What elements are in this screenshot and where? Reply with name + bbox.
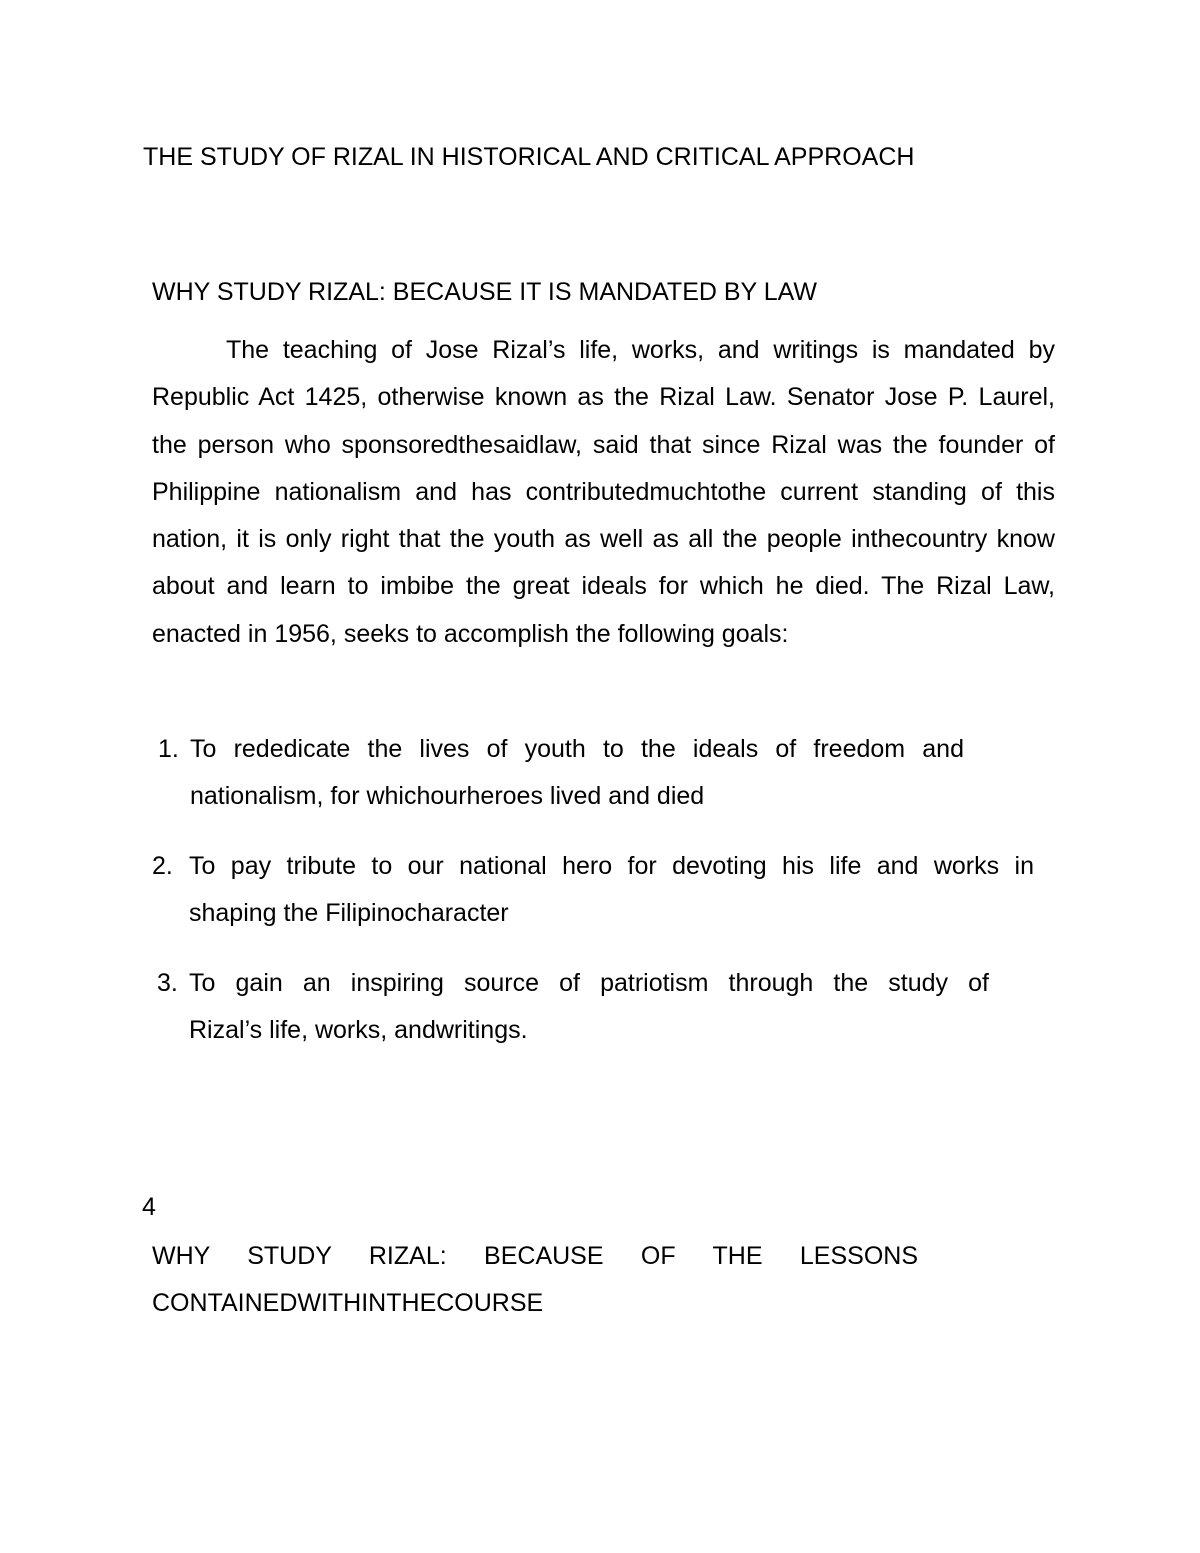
goal-number: 1. [158, 735, 179, 763]
goal-item-3 [157, 960, 989, 1054]
section-heading-lessons [152, 1233, 918, 1327]
section-heading-mandated-by-law: WHY STUDY RIZAL: BECAUSE IT IS MANDATED BY LAW [152, 278, 817, 306]
section-heading-line: WHY STUDY RIZAL: BECAUSE OF THE LESSONS [152, 1242, 918, 1270]
goal-text-line: To gain an inspiring source of patriotism through the study of [189, 969, 989, 997]
goal-text-line: To rededicate the lives of youth to the ideals of freedom and [190, 735, 964, 763]
goal-item-1 [158, 726, 964, 820]
goal-text-line: Rizal’s life, works, andwritings. [189, 1016, 528, 1044]
goal-number: 3. [157, 969, 178, 997]
section-heading-line: CONTAINEDWITHINTHECOURSE [152, 1289, 544, 1317]
goal-text [152, 843, 1034, 937]
goal-text [158, 726, 964, 820]
goal-number: 2. [152, 852, 173, 880]
goal-text-line: shaping the Filipinocharacter [189, 899, 509, 927]
goal-text-line: To pay tribute to our national hero for devoting his life and works in [189, 852, 1034, 880]
page-number: 4 [142, 1193, 156, 1221]
rizal-law-paragraph: The teaching of Jose Rizal’s life, works, and writings is mandated by Republic Act 1425, otherwise known as the Rizal Law. Senator Jose P. Laurel, the person who sponsoredthesaidlaw, said that since Rizal was the founder of Philippine nationalism and has contributedmuchtothe current standing of this nation, it is only right that the youth as well as all the people inthecountry know about and learn to imbibe the great ideals for which he died. The Rizal Law, enacted in 1956, seeks to accomplish the following goals: [152, 336, 1055, 648]
goal-text-line: nationalism, for whichourheroes lived and died [190, 782, 705, 810]
document-title: THE STUDY OF RIZAL IN HISTORICAL AND CRITICAL APPROACH [143, 143, 915, 171]
goal-item-2 [152, 843, 1034, 937]
goal-text [157, 960, 989, 1054]
